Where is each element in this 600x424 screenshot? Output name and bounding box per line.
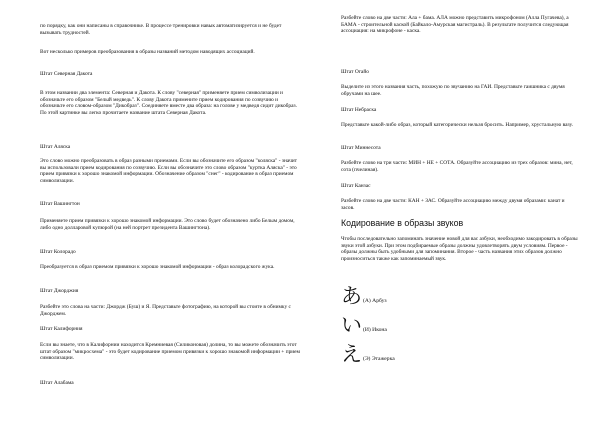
paragraph: Преобразуется в образ приемом привязки к хорошо знакомой информации - образ колорадского жука.: [40, 264, 275, 270]
section-heading: Штат Северная Дакота: [40, 71, 93, 77]
paragraph: Выделите из этого названия часть, похожую по звучанию на ГАИ. Представьте гаишника с двумя обручами на шее.: [341, 84, 565, 97]
kana-item-a: [341, 285, 387, 307]
kana-label: (А) Арбуз: [363, 298, 387, 304]
section-heading: Штат Аляска: [40, 144, 71, 150]
kana-label: (И) Икона: [363, 327, 387, 333]
section-heading: Штат Колорадо: [40, 249, 76, 255]
section-heading: Штат Небраска: [341, 107, 377, 113]
section-heading: Штат Алабама: [40, 380, 74, 386]
paragraph: Разбейте слово на две части: Ала + бама. АЛА можно представить микрофоном (Алла Пугачева), а БАМА - строительной каской (Байкало-Амурская магистраль). В результате получится следующая ассоциация: на микрофоне - каска.: [341, 15, 569, 35]
kana-glyph: あ: [341, 284, 362, 308]
paragraph: Вот несколько примеров преобразования в образы названий методом наводящих ассоциаций.: [40, 49, 255, 55]
kana-item-i: [341, 314, 387, 336]
kana-label: (Э) Этажерка: [363, 356, 395, 362]
paragraph: Разбейте слово на три части: МИН + НЕ + СОТА. Образуйте ассоциацию из трех образов: мина, нет, сота (пчелиная).: [341, 160, 573, 173]
section-heading: Штат Калифорния: [40, 326, 83, 332]
paragraph: Разбейте слово на две части: КАН + ЗАС. Образуйте ассоциацию между двумя образами: канат и засов.: [341, 198, 565, 211]
section-heading: Штат Вашингтон: [40, 201, 80, 207]
paragraph: Это слово можно преобразовать в образ разными приемами. Если вы обозначите его образом "коляска" - значит вы использовали прием кодирования по созвучию. Если вы обозначите это слово образом "куртка Аляска" - это прием привязки к хорошо знакомой информации. Обозначение образом "снег" - кодирование в образ приемом символизации.: [40, 158, 298, 184]
kana-glyph: え: [341, 342, 362, 366]
paragraph: Разбейте это слова на части: Джордж (Буш) и Я. Представьте фотографию, на которой вы стоите в обнимку с Джорджем.: [40, 304, 291, 317]
section-heading: Штат Джорджия: [40, 288, 79, 294]
section-title: Кодирование в образы звуков: [341, 218, 464, 228]
paragraph: Чтобы последовательно запоминать значение новой для вас азбуки, необходимо закодировать в образы звуки этой азбуки. При этом подбираемые образы должны удовлетворять двум условиям. Первое - образы должны быть удобными для запоминания. Второе - часть названия этих образов должно произноситься также как запоминаемый звук.: [341, 236, 578, 262]
section-heading: Штат Миннесота: [341, 145, 381, 151]
paragraph: Представьте какой-либо образ, который категорически нельзя бросить. Например, хрустальную вазу.: [341, 122, 574, 128]
kana-glyph: い: [341, 313, 362, 337]
kana-item-e: [341, 343, 395, 365]
section-heading: Штат Огайо: [341, 69, 369, 75]
paragraph: по порядку, как они написаны в справочнике. В процессе тренировки навык автоматизируется и не будет вызывать трудностей.: [40, 23, 282, 36]
paragraph: Применяете прием привязки к хорошо знакомой информации. Это слово будет обозначено либо Белым домом, либо одно долларовой купюрой (на ней портрет президента Вашингтона).: [40, 218, 295, 231]
paragraph: В этом названии два элемента: Северная и Дакота. К слову "северная" применяете прием символизации и обозначьте его образом "Белый медведь". К слову Дакота примените прием кодирования по созвучию и обозначьте его словом-образом "Дикобраз". Соединяете вместе два образа: на голове у медведя сидит дикобраз. По этой картинке вы легко прочитаете название штата Северная Дакота.: [40, 90, 297, 116]
paragraph: Если вы знаете, что в Калифорнии находится Кремниевая (Силиконовая) долина, то вы можете обозначить этот штат образом "микросхема" - это будет кодирование приемом привязки к хорошо знакомой информации + прием символизации.: [40, 342, 300, 362]
section-heading: Штат Канзас: [341, 183, 371, 189]
